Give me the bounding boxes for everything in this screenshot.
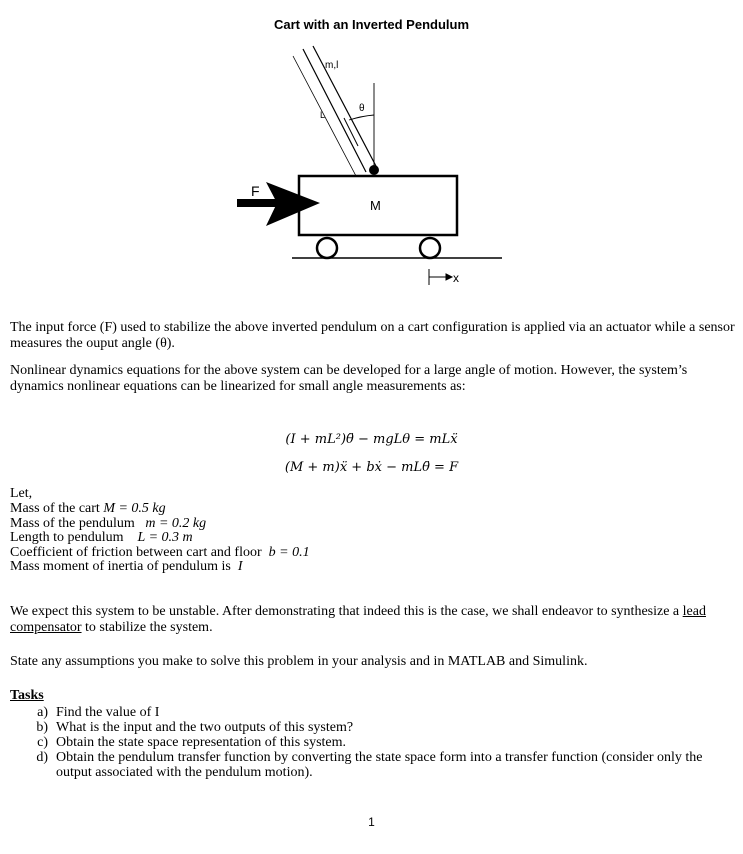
equation-1: (I + mL²)θ̈ − mgLθ = mLẍ: [285, 432, 458, 447]
x-axis-marker: [429, 269, 452, 285]
paragraph-unstable: We expect this system to be unstable. After demonstrating that indeed this is the case, we shall endeavor to synthesize a lead compensator to stabilize the system.: [10, 604, 706, 635]
paragraph-input-force: The input force (F) used to stabilize the above inverted pendulum on a cart configuration is applied via an actuator while a sensor measures the ouput angle (θ).: [10, 320, 735, 351]
param-length: Length to pendulum L = 0.3 m: [10, 530, 193, 545]
lead-compensator-term: lead compensator: [10, 604, 706, 635]
label-theta: θ: [359, 103, 365, 114]
paragraph-assumptions: State any assumptions you make to solve this problem in your analysis and in MATLAB and Simulink.: [10, 654, 588, 669]
task-d: d) Obtain the pendulum transfer function by converting the state space form into a transfer function (consider only the output associated with the pendulum motion).: [36, 750, 703, 780]
param-inertia: Mass moment of inertia of pendulum is I: [10, 559, 243, 574]
force-arrow: [237, 182, 320, 226]
wheel-right: [420, 238, 440, 258]
page-title: Cart with an Inverted Pendulum: [273, 17, 470, 32]
cart-pendulum-diagram: [0, 0, 743, 300]
paragraph-nonlinear: Nonlinear dynamics equations for the above system can be developed for a large angle of motion. However, the system’s dynamics nonlinear equations can be linearized for small angle measurements as:: [10, 363, 688, 394]
task-b: b) What is the input and the two outputs of this system?: [36, 720, 354, 735]
label-mass-inertia: m,l: [325, 60, 339, 71]
param-pendulum-mass: Mass of the pendulum m = 0.2 kg: [10, 515, 207, 531]
label-force: F: [251, 183, 260, 199]
parameter-list: [10, 502, 310, 575]
label-cart-mass: M: [370, 198, 381, 213]
label-length: L: [320, 110, 326, 120]
let-label: Let,: [10, 486, 33, 501]
label-x: x: [453, 271, 459, 285]
param-cart-mass: Mass of the cart M = 0.5 kg: [10, 501, 166, 516]
page-number: 1: [368, 815, 375, 829]
wheel-left: [317, 238, 337, 258]
task-c: c) Obtain the state space representation of this system.: [37, 735, 347, 750]
tasks-heading: Tasks: [10, 688, 44, 703]
equation-2: (M + m)ẍ + bẋ − mLθ̈ = F: [284, 460, 459, 475]
param-friction: Coefficient of friction between cart and floor b = 0.1: [10, 544, 310, 560]
tasks-list: [0, 705, 716, 780]
pivot: [369, 165, 379, 175]
task-a: a) Find the value of I: [37, 705, 160, 720]
